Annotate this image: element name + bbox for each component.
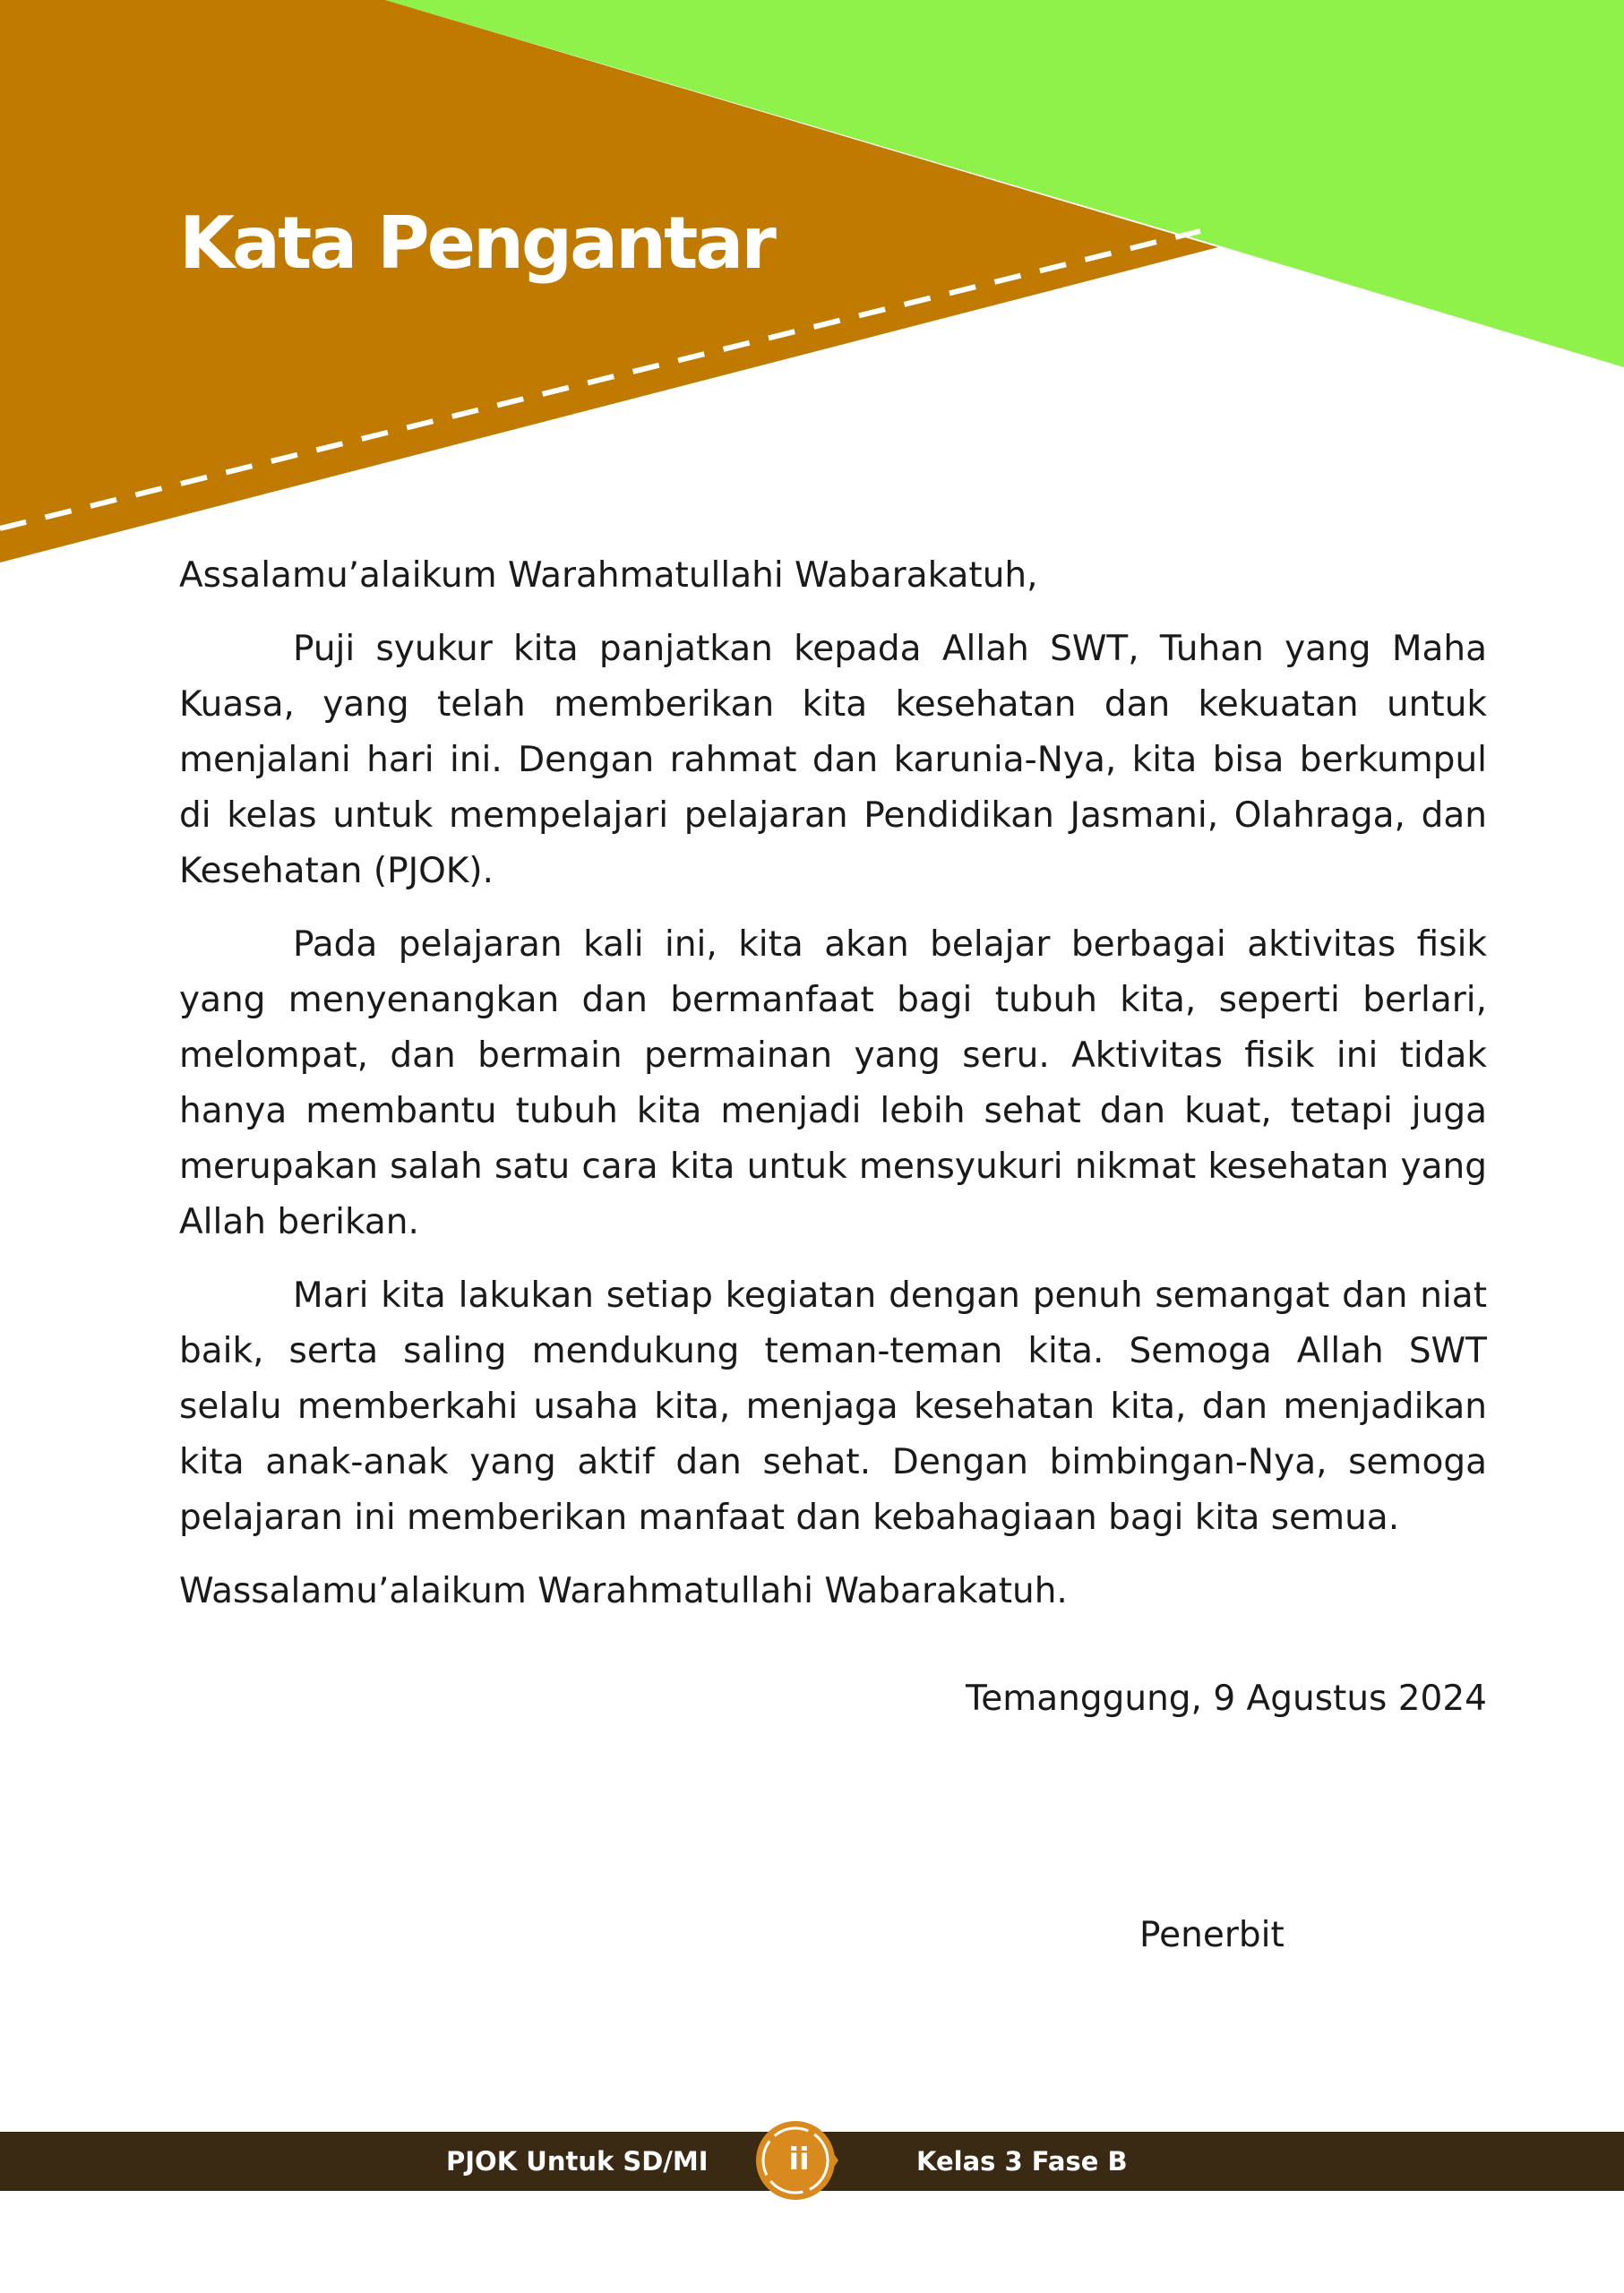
footer-class-info: Kelas 3 Fase B [916, 2146, 1128, 2177]
header-decoration [0, 0, 1624, 573]
closing-line: Wassalamu’alaikum Warahmatullahi Wabarakatuh. [179, 1571, 1068, 1611]
signature-publisher: Penerbit [1139, 1915, 1285, 1955]
paragraph-3: Mari kita lakukan setiap kegiatan dengan penuh semangat dan niat baik, serta saling mendukung teman-teman kita. Semoga Allah SWT selalu memberkahi usaha kita, menjaga kesehatan kita, dan menjadikan kita anak-anak yang aktif dan sehat. Dengan bimbingan-Nya, semoga pelajaran ini memberikan manfaat dan kebahagiaan bagi kita semua. [179, 1275, 1487, 1538]
letter-body [179, 548, 1487, 1727]
paragraph-2: Pada pelajaran kali ini, kita akan belajar berbagai aktivitas fisik yang menyenangkan dan bermanfaat bagi tubuh kita, seperti berlari, melompat, dan bermain permainan yang seru. Aktivitas fisik ini tidak hanya membantu tubuh kita menjadi lebih sehat dan kuat, tetapi juga merupakan salah satu cara kita untuk mensyukuri nikmat kesehatan yang Allah berikan. [179, 924, 1487, 1242]
page-title: Kata Pengantar [179, 202, 774, 285]
paragraph-1: Puji syukur kita panjatkan kepada Allah SWT, Tuhan yang Maha Kuasa, yang telah memberikan kita kesehatan dan kekuatan untuk menjalani hari ini. Dengan rahmat dan karunia-Nya, kita bisa berkumpul di kelas untuk mempelajari pelajaran Pendidikan Jasmani, Olahraga, dan Kesehatan (PJOK). [179, 629, 1487, 891]
footer-book-title: PJOK Untuk SD/MI [446, 2146, 709, 2177]
greeting-line: Assalamu’alaikum Warahmatullahi Wabarakatuh, [179, 555, 1038, 596]
page-number: ii [788, 2142, 810, 2177]
place-date: Temanggung, 9 Agustus 2024 [966, 1679, 1487, 1719]
